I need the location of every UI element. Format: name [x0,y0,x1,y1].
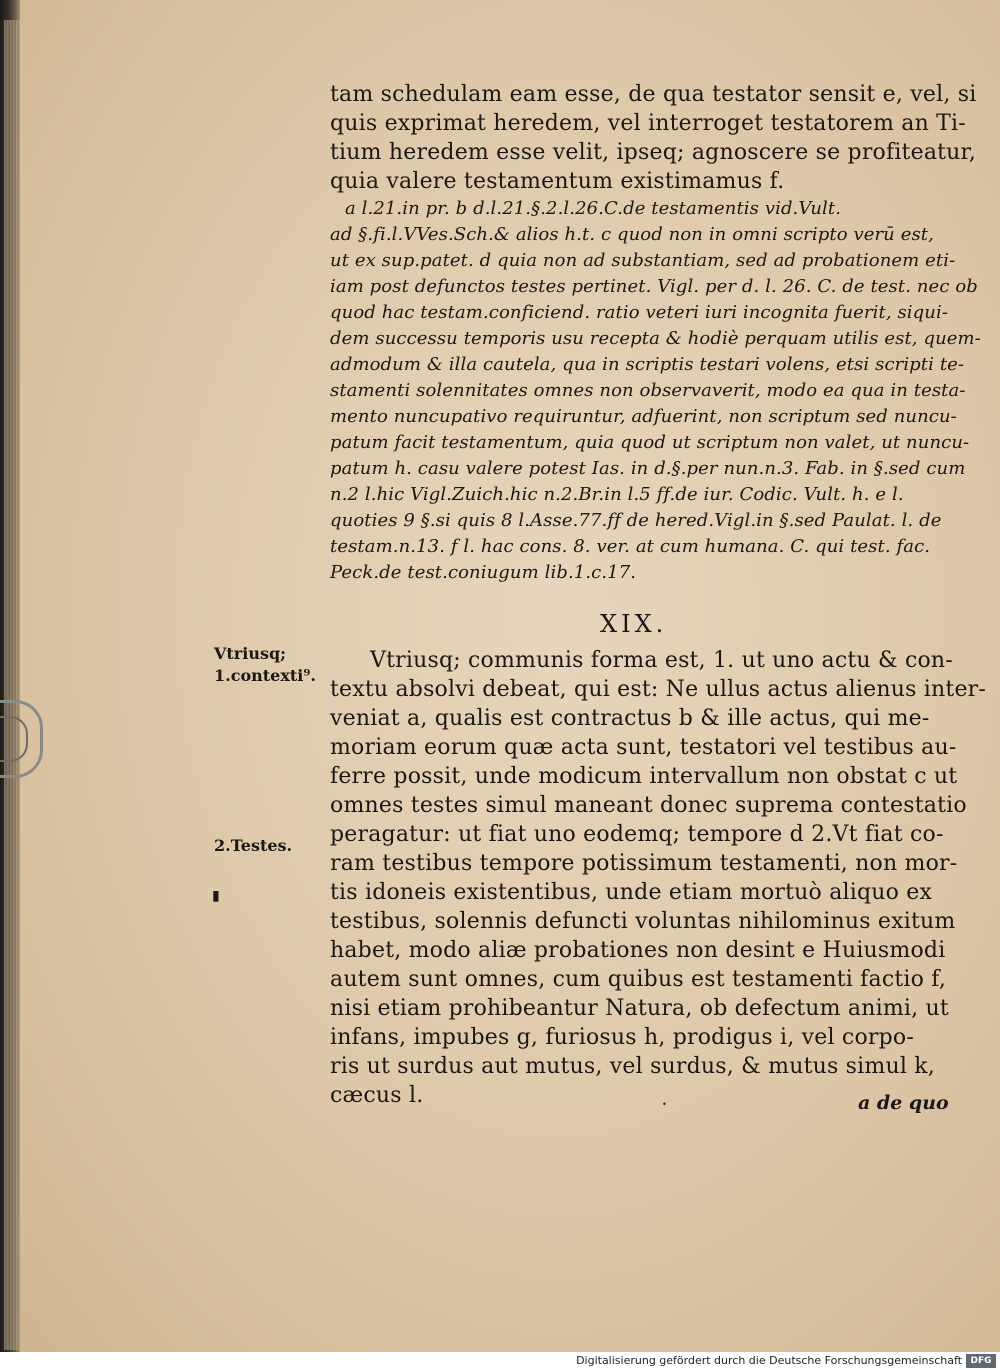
main-text-line: tam schedulam eam esse, de qua testator sensit e, vel, si [330,82,977,107]
main-text-line: ram testibus tempore potissimum testamenti, non mor- [330,851,958,876]
marginal-note: 2.Testes. [214,836,293,855]
footer-credit: Digitalisierung gefördert durch die Deutsche Forschungsgemeinschaft [576,1354,962,1367]
main-text-line: autem sunt omnes, cum quibus est testamenti factio f, [330,967,947,992]
main-text-line: ris ut surdus aut mutus, vel surdus, & mutus simul k, [330,1054,935,1079]
main-text-line: testibus, solennis defuncti voluntas nihilominus exitum [330,909,956,934]
main-text-line: quis exprimat heredem, vel interroget testatorem an Ti- [330,111,966,136]
catchword: a de quo [858,1092,949,1114]
main-text-line: nisi etiam prohibeantur Natura, ob defectum animi, ut [330,996,949,1021]
footnote-line: mento nuncupativo requiruntur, adfuerint, non scriptum sed nuncu- [330,406,957,427]
footnote-line: dem successu temporis usu recepta & hodiè perquam utilis est, quem- [330,328,981,349]
page-clip-inner [0,716,28,762]
main-text-line: textu absolvi debeat, qui est: Ne ullus actus alienus inter- [330,677,987,702]
section-heading: XIX. [600,610,668,638]
main-text-line: quia valere testamentum existimamus f. [330,169,785,194]
main-text-line: Vtriusq; communis forma est, 1. ut uno actu & con- [370,648,953,673]
footnote-line: ut ex sup.patet. d quia non ad substantiam, sed ad probationem eti- [330,250,956,271]
dfg-logo: DFG [966,1354,996,1368]
footnote-line: quod hac testam.conficiend. ratio veteri iuri incognita fuerit, siqui- [330,302,949,323]
footnote-line: testam.n.13. f l. hac cons. 8. ver. at cum humana. C. qui test. fac. [330,536,931,557]
main-text-line: tium heredem esse velit, ipseq; agnoscere se profiteatur, [330,140,977,165]
ink-speck: ▮ [212,888,220,904]
footnote-line: a l.21.in pr. b d.l.21.§.2.l.26.C.de testamentis vid.Vult. [345,198,842,219]
marginal-note: Vtriusq; [214,644,287,663]
footnote-line: quoties 9 §.si quis 8 l.Asse.77.ff de hered.Vigl.in §.sed Paulat. l. de [330,510,942,531]
main-text-line: habet, modo aliæ probationes non desint e Huiusmodi [330,938,946,963]
footnote-line: admodum & illa cautela, qua in scriptis testari volens, etsi scripti te- [330,354,965,375]
footnote-line: patum h. casu valere potest Ias. in d.§.per nun.n.3. Fab. in §.sed cum [330,458,966,479]
footnote-line: patum facit testamentum, quia quod ut scriptum non valet, ut nuncu- [330,432,970,453]
main-text-line: veniat a, qualis est contractus b & ille actus, qui me- [330,706,930,731]
main-text-line: moriam eorum quæ acta sunt, testatori vel testibus au- [330,735,957,760]
footnote-line: Peck.de test.coniugum lib.1.c.17. [330,562,637,583]
main-text-line: infans, impubes g, furiosus h, prodigus i, vel corpo- [330,1025,914,1050]
main-text-line: tis idoneis existentibus, unde etiam mortuò aliquo ex [330,880,933,905]
main-text-line: cæcus l. [330,1083,424,1108]
footer-bar [0,1352,1000,1370]
main-text-line: peragatur: ut fiat uno eodemq; tempore d 2.Vt fiat co- [330,822,944,847]
footnote-line: iam post defunctos testes pertinet. Vigl. per d. l. 26. C. de test. nec ob [330,276,978,297]
main-text-line: omnes testes simul maneant donec suprema contestatio [330,793,967,818]
footnote-line: n.2 l.hic Vigl.Zuich.hic n.2.Br.in l.5 ff.de iur. Codic. Vult. h. e l. [330,484,904,505]
main-text-line: ferre possit, unde modicum intervallum non obstat c ut [330,764,958,789]
footnote-line: ad §.fi.l.VVes.Sch.& alios h.t. c quod non in omni scripto verū est, [330,224,934,245]
ink-speck: • [662,1100,667,1109]
marginal-note: 1.contexti⁹. [214,666,316,685]
footnote-line: stamenti solennitates omnes non observaverit, modo ea qua in testa- [330,380,966,401]
